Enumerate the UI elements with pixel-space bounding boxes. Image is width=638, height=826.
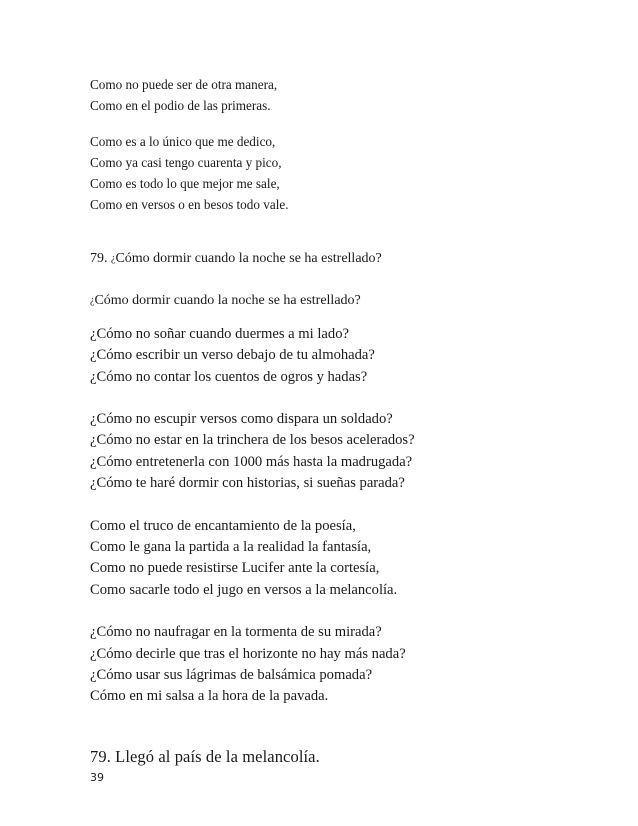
heading-question-mark: ¿ [111, 252, 116, 264]
stanza-1 [90, 74, 590, 117]
poem-line: ¿Cómo no escupir versos como dispara un soldado? [90, 411, 393, 427]
poem-line: ¿Cómo escribir un verso debajo de tu almohada? [90, 347, 375, 364]
page-number: 39 [90, 771, 104, 784]
subtitle-question-mark: ¿ [90, 294, 95, 306]
poem-line: Como el truco de encantamiento de la poesía, [90, 517, 356, 534]
poem-line: Como sacarle todo el jugo en versos a la melancolía. [90, 581, 398, 598]
poem-line: Como es todo lo que mejor me sale, [90, 176, 280, 192]
heading-text: Cómo dormir cuando la noche se ha estrellado? [115, 250, 382, 266]
poem-line: Como en versos o en besos todo vale. [90, 197, 289, 213]
poem-line: Como no puede resistirse Lucifer ante la cortesía, [90, 560, 380, 577]
stanza-2 [90, 131, 590, 216]
section-heading-79 [90, 248, 590, 269]
heading-number: 79. [90, 250, 108, 266]
poem-subtitle [90, 290, 590, 311]
poem-line: Como no puede ser de otra manera, [90, 77, 278, 92]
poem-line: ¿Cómo entretenerla con 1000 más hasta la madrugada? [90, 453, 413, 470]
poem-line: Como le gana la partida a la realidad la fantasía, [90, 539, 372, 556]
stanza-5 [90, 516, 590, 602]
poem-line: ¿Cómo te haré dormir con historias, si sueñas parada? [90, 475, 405, 492]
poem-line: ¿Cómo decirle que tras el horizonte no hay más nada? [90, 645, 406, 662]
poem-line: ¿Cómo usar sus lágrimas de balsámica pomada? [90, 667, 373, 684]
poem-line: ¿Cómo no estar en la trinchera de los besos acelerados? [90, 432, 415, 449]
poem-line: ¿Cómo no soñar cuando duermes a mi lado? [90, 325, 349, 342]
stanza-3 [90, 324, 590, 388]
stanza-4 [90, 409, 590, 495]
poem-line: ¿Cómo no naufragar en la tormenta de su mirada? [90, 624, 382, 641]
section-heading-79-melancolia: 79. Llegó al país de la melancolía. [90, 746, 320, 766]
poem-line: Como ya casi tengo cuarenta y pico, [90, 154, 282, 170]
poem-body [90, 74, 590, 769]
poem-line: Cómo en mi salsa a la hora de la pavada. [90, 688, 329, 705]
poem-line: Como es a lo único que me dedico, [90, 133, 276, 149]
stanza-6 [90, 622, 590, 708]
subtitle-text: Cómo dormir cuando la noche se ha estrellado? [94, 292, 361, 308]
poem-line: Como en el podio de las primeras. [90, 98, 271, 114]
poem-line: ¿Cómo no contar los cuentos de ogros y hadas? [90, 368, 368, 385]
